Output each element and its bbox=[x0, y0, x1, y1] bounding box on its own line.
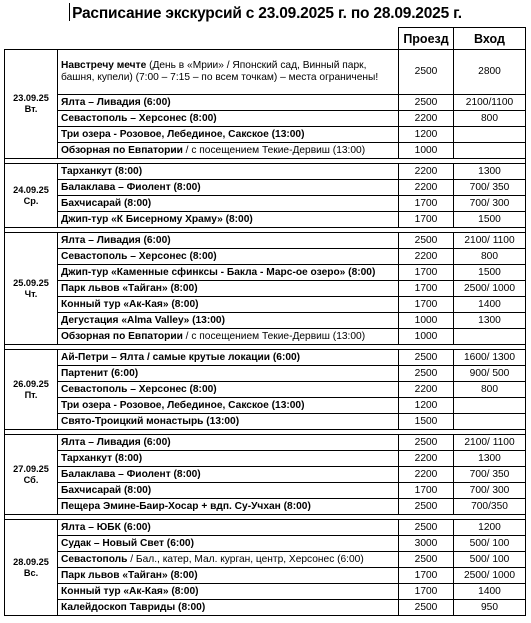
tour-name-cell bbox=[58, 451, 399, 467]
tour-row bbox=[5, 164, 526, 180]
tour-name: Свято-Троицкий монастырь (13:00) bbox=[61, 415, 240, 427]
travel-price-cell: 2200 bbox=[399, 467, 454, 483]
tour-name: Ялта – Ливадия (6:00) bbox=[61, 234, 171, 246]
tour-name: Пещера Эмине-Баир-Хосар + вдп. Су-Учхан (8:00) bbox=[61, 500, 311, 512]
entry-price-cell bbox=[454, 127, 526, 143]
tour-row bbox=[5, 233, 526, 249]
travel-price-cell: 3000 bbox=[399, 536, 454, 552]
tour-details: / с посещением Текие-Дервиш (13:00) bbox=[182, 330, 366, 342]
tour-details: / с посещением Текие-Дервиш (13:00) bbox=[182, 144, 366, 156]
day-cell bbox=[5, 350, 58, 430]
tour-name-cell bbox=[58, 435, 399, 451]
header-blank-cell bbox=[58, 28, 399, 50]
header-blank-cell bbox=[5, 28, 58, 50]
tour-name-cell bbox=[58, 584, 399, 600]
travel-price-cell: 1700 bbox=[399, 265, 454, 281]
tour-name: Навстречу мечте bbox=[61, 60, 147, 71]
tour-row bbox=[5, 520, 526, 536]
tour-name-cell bbox=[58, 350, 399, 366]
tour-row bbox=[5, 414, 526, 430]
tour-name: Бахчисарай (8:00) bbox=[61, 484, 152, 496]
tour-details: (День в «Мрии» / Японский сад, Винный парк, башня, купели) (7:00 – 7:15 – по всем точкам) – места ограничены! bbox=[61, 60, 379, 83]
tour-name: Три озера - Розовое, Лебединое, Сакское (13:00) bbox=[61, 128, 305, 140]
travel-price-cell: 1700 bbox=[399, 297, 454, 313]
tour-row bbox=[5, 435, 526, 451]
entry-price-cell: 1500 bbox=[454, 265, 526, 281]
tour-row bbox=[5, 451, 526, 467]
tour-row bbox=[5, 350, 526, 366]
tour-row bbox=[5, 552, 526, 568]
tour-name-cell bbox=[58, 164, 399, 180]
tour-row bbox=[5, 313, 526, 329]
tour-name-cell bbox=[58, 143, 399, 159]
tour-row bbox=[5, 366, 526, 382]
tour-row bbox=[5, 600, 526, 616]
tour-row bbox=[5, 50, 526, 95]
day-weekday: Вс. bbox=[23, 567, 39, 578]
tour-row bbox=[5, 297, 526, 313]
tour-name-cell bbox=[58, 313, 399, 329]
day-weekday: Пт. bbox=[24, 389, 38, 400]
travel-price-cell: 1700 bbox=[399, 568, 454, 584]
day-weekday: Вт. bbox=[24, 104, 38, 114]
entry-price-cell: 700/ 350 bbox=[454, 467, 526, 483]
tour-name-cell bbox=[58, 520, 399, 536]
tour-name-cell bbox=[58, 50, 399, 95]
travel-price-cell: 2200 bbox=[399, 111, 454, 127]
tour-name: Судак – Новый Свет (6:00) bbox=[61, 537, 194, 549]
entry-price-cell: 800 bbox=[454, 382, 526, 398]
tour-name-cell bbox=[58, 414, 399, 430]
day-date: 26.09.25 bbox=[13, 378, 49, 389]
entry-price-cell: 500/ 100 bbox=[454, 552, 526, 568]
entry-price-cell: 1200 bbox=[454, 520, 526, 536]
day-cell bbox=[5, 233, 58, 345]
column-header-travel: Проезд bbox=[399, 28, 454, 50]
tour-name: Конный тур «Ак-Кая» (8:00) bbox=[61, 585, 199, 597]
tour-name-cell bbox=[58, 600, 399, 616]
entry-price-cell bbox=[454, 398, 526, 414]
entry-price-cell: 1300 bbox=[454, 313, 526, 329]
tour-name: Три озера - Розовое, Лебединое, Сакское (13:00) bbox=[61, 399, 305, 411]
tour-name: Балаклава – Фиолент (8:00) bbox=[61, 468, 201, 480]
tour-name: Бахчисарай (8:00) bbox=[61, 197, 152, 209]
tour-name: Джип-тур «Каменные сфинксы - Бакла - Марс-ое озеро» (8:00) bbox=[61, 266, 376, 278]
travel-price-cell: 2500 bbox=[399, 499, 454, 515]
tour-name-cell bbox=[58, 249, 399, 265]
tour-name-cell bbox=[58, 536, 399, 552]
travel-price-cell: 1000 bbox=[399, 313, 454, 329]
day-date: 25.09.25 bbox=[13, 277, 49, 288]
travel-price-cell: 2500 bbox=[399, 95, 454, 111]
tour-name: Севастополь bbox=[61, 553, 128, 565]
text-cursor bbox=[69, 3, 70, 21]
travel-price-cell: 2500 bbox=[399, 435, 454, 451]
tour-name: Парк львов «Тайган» (8:00) bbox=[61, 569, 198, 581]
tour-row bbox=[5, 499, 526, 515]
tour-name-cell bbox=[58, 95, 399, 111]
entry-price-cell: 1300 bbox=[454, 164, 526, 180]
entry-price-cell: 700/ 300 bbox=[454, 196, 526, 212]
entry-price-cell: 2100/1100 bbox=[454, 95, 526, 111]
entry-price-cell: 500/ 100 bbox=[454, 536, 526, 552]
tour-name: Дегустация «Alma Valley» (13:00) bbox=[61, 314, 225, 326]
tour-row bbox=[5, 536, 526, 552]
travel-price-cell: 2200 bbox=[399, 451, 454, 467]
entry-price-cell: 2100/ 1100 bbox=[454, 435, 526, 451]
tour-row bbox=[5, 180, 526, 196]
travel-price-cell: 2200 bbox=[399, 249, 454, 265]
tour-row bbox=[5, 265, 526, 281]
tour-details: / Бал., катер, Мал. курган, центр, Херсонес (6:00) bbox=[127, 553, 364, 565]
tour-name-cell bbox=[58, 382, 399, 398]
travel-price-cell: 1200 bbox=[399, 127, 454, 143]
travel-price-cell: 2500 bbox=[399, 552, 454, 568]
tour-name-cell bbox=[58, 483, 399, 499]
tour-row bbox=[5, 143, 526, 159]
tour-name: Севастополь – Херсонес (8:00) bbox=[61, 250, 217, 262]
day-date: 28.09.25 bbox=[13, 556, 49, 567]
entry-price-cell: 2800 bbox=[454, 50, 526, 95]
travel-price-cell: 2500 bbox=[399, 600, 454, 616]
tour-name-cell bbox=[58, 552, 399, 568]
entry-price-cell bbox=[454, 143, 526, 159]
day-cell bbox=[5, 435, 58, 515]
tour-name: Конный тур «Ак-Кая» (8:00) bbox=[61, 298, 199, 310]
tour-name-cell bbox=[58, 568, 399, 584]
tour-row bbox=[5, 467, 526, 483]
day-weekday: Чт. bbox=[24, 288, 38, 299]
day-date: 27.09.25 bbox=[13, 463, 49, 474]
tour-name-cell bbox=[58, 467, 399, 483]
travel-price-cell: 2200 bbox=[399, 382, 454, 398]
column-header-entry: Вход bbox=[454, 28, 526, 50]
day-cell bbox=[5, 50, 58, 159]
tour-row bbox=[5, 568, 526, 584]
travel-price-cell: 2200 bbox=[399, 164, 454, 180]
entry-price-cell: 700/ 300 bbox=[454, 483, 526, 499]
day-weekday: Ср. bbox=[23, 195, 39, 206]
entry-price-cell: 2500/ 1000 bbox=[454, 281, 526, 297]
tour-name: Тарханкут (8:00) bbox=[61, 452, 143, 464]
travel-price-cell: 2500 bbox=[399, 350, 454, 366]
page-title bbox=[0, 3, 531, 23]
tour-row bbox=[5, 127, 526, 143]
entry-price-cell: 700/ 350 bbox=[454, 180, 526, 196]
travel-price-cell: 2500 bbox=[399, 366, 454, 382]
entry-price-cell: 1400 bbox=[454, 297, 526, 313]
tour-name-cell bbox=[58, 499, 399, 515]
entry-price-cell: 1600/ 1300 bbox=[454, 350, 526, 366]
tour-row bbox=[5, 382, 526, 398]
entry-price-cell: 2500/ 1000 bbox=[454, 568, 526, 584]
entry-price-cell: 2100/ 1100 bbox=[454, 233, 526, 249]
schedule-body bbox=[5, 50, 526, 616]
travel-price-cell: 2200 bbox=[399, 180, 454, 196]
tour-name: Севастополь – Херсонес (8:00) bbox=[61, 383, 217, 395]
tour-name-cell bbox=[58, 212, 399, 228]
tour-name: Севастополь – Херсонес (8:00) bbox=[61, 112, 217, 124]
tour-name: Ялта – Ливадия (6:00) bbox=[61, 96, 171, 108]
tour-name: Джип-тур «К Бисерному Храму» (8:00) bbox=[61, 213, 253, 225]
entry-price-cell: 1300 bbox=[454, 451, 526, 467]
entry-price-cell: 900/ 500 bbox=[454, 366, 526, 382]
tour-name-cell bbox=[58, 329, 399, 345]
entry-price-cell: 800 bbox=[454, 249, 526, 265]
tour-name-cell bbox=[58, 398, 399, 414]
entry-price-cell: 950 bbox=[454, 600, 526, 616]
tour-name-cell bbox=[58, 180, 399, 196]
tour-name: Тарханкут (8:00) bbox=[61, 165, 143, 177]
entry-price-cell bbox=[454, 414, 526, 430]
travel-price-cell: 2500 bbox=[399, 233, 454, 249]
tour-name: Обзорная по Евпатории bbox=[61, 144, 183, 156]
day-date: 24.09.25 bbox=[13, 184, 49, 195]
tour-name: Ай-Петри – Ялта / самые крутые локации (6:00) bbox=[61, 351, 301, 363]
tour-name-cell bbox=[58, 281, 399, 297]
tour-row bbox=[5, 196, 526, 212]
tour-row bbox=[5, 95, 526, 111]
tour-row bbox=[5, 584, 526, 600]
travel-price-cell: 1700 bbox=[399, 584, 454, 600]
tour-row bbox=[5, 398, 526, 414]
tour-name-cell bbox=[58, 127, 399, 143]
tour-name: Калейдоскоп Тавриды (8:00) bbox=[61, 601, 206, 613]
tour-name-cell bbox=[58, 111, 399, 127]
tour-row bbox=[5, 329, 526, 345]
tour-row bbox=[5, 483, 526, 499]
travel-price-cell: 1700 bbox=[399, 196, 454, 212]
entry-price-cell: 1400 bbox=[454, 584, 526, 600]
entry-price-cell: 1500 bbox=[454, 212, 526, 228]
tour-row bbox=[5, 212, 526, 228]
tour-row bbox=[5, 249, 526, 265]
tour-name-cell bbox=[58, 366, 399, 382]
tour-name: Партенит (6:00) bbox=[61, 367, 139, 379]
tour-name: Ялта – ЮБК (6:00) bbox=[61, 521, 151, 533]
tour-name: Обзорная по Евпатории bbox=[61, 330, 183, 342]
entry-price-cell bbox=[454, 329, 526, 345]
tour-name-cell bbox=[58, 297, 399, 313]
travel-price-cell: 1700 bbox=[399, 212, 454, 228]
day-cell bbox=[5, 164, 58, 228]
day-weekday: Сб. bbox=[23, 474, 39, 485]
travel-price-cell: 2500 bbox=[399, 520, 454, 536]
travel-price-cell: 1000 bbox=[399, 143, 454, 159]
tour-name: Парк львов «Тайган» (8:00) bbox=[61, 282, 198, 294]
travel-price-cell: 1000 bbox=[399, 329, 454, 345]
day-cell bbox=[5, 520, 58, 616]
tour-name-cell bbox=[58, 196, 399, 212]
travel-price-cell: 1200 bbox=[399, 398, 454, 414]
tour-name-cell bbox=[58, 233, 399, 249]
tour-name: Балаклава – Фиолент (8:00) bbox=[61, 181, 201, 193]
entry-price-cell: 700/350 bbox=[454, 499, 526, 515]
page-title-text: Расписание экскурсий с 23.09.2025 г. по 28.09.2025 г. bbox=[72, 5, 462, 22]
tour-row bbox=[5, 281, 526, 297]
tour-row bbox=[5, 111, 526, 127]
tour-name-cell bbox=[58, 265, 399, 281]
travel-price-cell: 1500 bbox=[399, 414, 454, 430]
schedule-table bbox=[4, 27, 526, 616]
entry-price-cell: 800 bbox=[454, 111, 526, 127]
travel-price-cell: 1700 bbox=[399, 483, 454, 499]
travel-price-cell: 2500 bbox=[399, 50, 454, 95]
tour-name: Ялта – Ливадия (6:00) bbox=[61, 436, 171, 448]
header-row bbox=[5, 28, 526, 50]
day-date: 23.09.25 bbox=[13, 93, 49, 103]
travel-price-cell: 1700 bbox=[399, 281, 454, 297]
